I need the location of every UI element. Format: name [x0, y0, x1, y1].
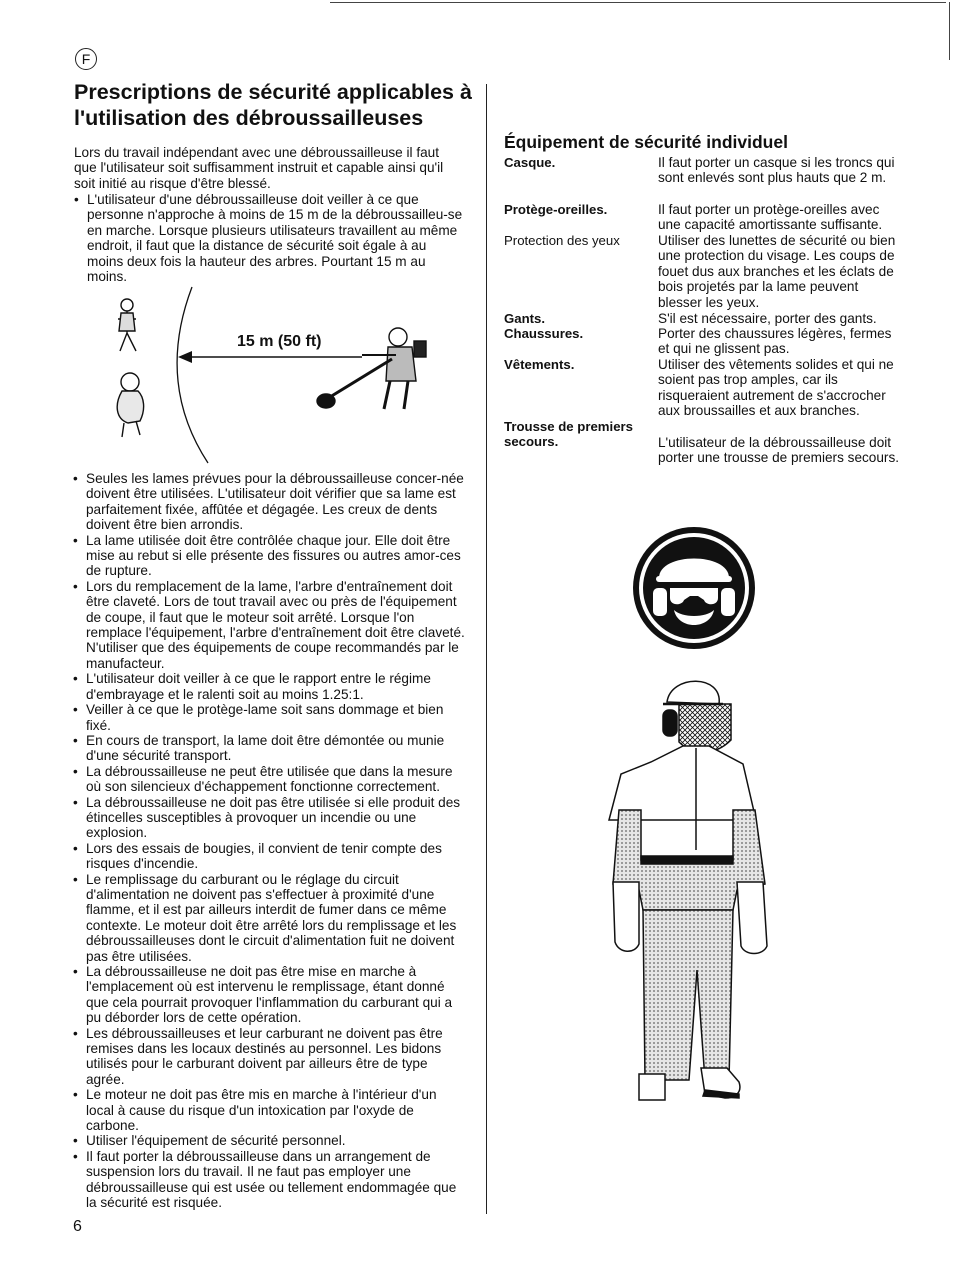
list-item: • Le moteur ne doit pas être mis en marche à l'intérieur d'un local à cause du risque d'un intoxication par l'oxyde de carbone.	[73, 1087, 465, 1133]
page-title: Prescriptions de sécurité applicables à l'utilisation des débroussailleuses	[74, 80, 472, 130]
safety-distance-illustration	[100, 285, 440, 465]
equipment-text: Porter des chaussures légères, fermes et qui ne glissent pas.	[658, 326, 892, 357]
list-item: • L'utilisateur d'une débroussailleuse doit veiller à ce que personne n'approche à moins de 15 m de la débroussailleu-se en marche. Lorsque plusieurs utilisateurs travaillent au même endroit, il faut que la distance de sécurité soit égale à au moins deux fois la hauteur des arbres. Pourtant 15 m au moins.	[74, 192, 464, 284]
equipment-label: Gants.	[504, 311, 546, 326]
equipment-text: S'il est nécessaire, porter des gants.	[658, 311, 877, 326]
equipment-text: Il faut porter un casque si les troncs qui sont enlevés sont plus hauts que 2 m.	[658, 155, 895, 186]
equipment-label: Protège-oreilles.	[504, 202, 608, 217]
equipment-label: Protection des yeux	[504, 233, 620, 248]
safety-distance-drawing	[100, 285, 440, 465]
list-item: • Les débroussailleuses et leur carburant ne doivent pas être remises dans les locaux destinés au personnel. Les bidons utilisés pour le carburant doivent par ailleurs être de type agrée.	[73, 1026, 465, 1088]
language-badge: F	[75, 48, 97, 70]
list-item: • La lame utilisée doit être contrôlée chaque jour. Elle doit être mise au rebut si elle présente des fissures ou autres amor-ces de rupture.	[73, 533, 465, 579]
protected-worker-illustration	[605, 670, 785, 1110]
child-figure	[117, 373, 143, 437]
worker-in-ppe-drawing	[605, 670, 785, 1110]
equipment-text: Utiliser des lunettes de sécurité ou bien une protection du visage. Les coups de fouet dus aux branches et les éclats de bois projetés par la lame peuvent blesser les yeux.	[658, 233, 896, 310]
equipment-label: Chaussures.	[504, 326, 584, 341]
list-item: • La débroussailleuse ne doit pas être utilisée si elle produit des étincelles susceptibles à provoquer un incendie ou une explosion.	[73, 795, 465, 841]
list-item: • Lors du remplacement de la lame, l'arbre d'entraînement doit être claveté. Lors de tout travail avec ou près de l'équipement de coupe, il faut que le moteur soit arrêté. Lorsque l'on remplace l'équipement, l'arbre d'entraînement doit être claveté. N'utiliser que des équipements de coupe recommandés par le manufacteur.	[73, 579, 465, 671]
list-item: • Utiliser l'équipement de sécurité personnel.	[73, 1133, 465, 1148]
equipment-label: Casque.	[504, 155, 556, 170]
list-item: • Lors des essais de bougies, il convient de tenir compte des risques d'incendie.	[73, 841, 465, 872]
list-item: • Le remplissage du carburant ou le réglage du circuit d'alimentation ne doivent pas s'effectuer à proximité d'une flamme, et il est par ailleurs interdit de fumer dans ce même contexte. Le moteur doit être arrêté lors du remplissage et les débroussailleuses dont le circuit d'alimentation fuit ne doivent pas être utilisées.	[73, 872, 465, 964]
top-rule	[330, 2, 946, 3]
list-item: • Veiller à ce que le protège-lame soit sans dommage et bien fixé.	[73, 702, 465, 733]
list-item: • La débroussailleuse ne doit pas être mise en marche à l'emplacement où est intervenu le remplissage, étant donné que cela pourrait provoquer l'inflammation du carburant qui a pu déborder lors de cette opération.	[73, 964, 465, 1026]
list-item: • L'utilisateur doit veiller à ce que le rapport entre le régime d'embrayage et le ralenti soit au moins 1.25:1.	[73, 671, 465, 702]
right-rule	[949, 2, 950, 60]
intro-bullet-list	[74, 192, 464, 284]
ppe-mandatory-symbol	[632, 526, 756, 650]
section-heading: Équipement de sécurité individuel	[504, 132, 788, 152]
intro-paragraph: Lors du travail indépendant avec une débroussailleuse il faut que l'utilisateur soit suffisamment instruit et capable ainsi qu'il soit initié au risque d'être blessé.	[74, 145, 444, 191]
bystander-figure	[118, 299, 136, 351]
equipment-label: Vêtements.	[504, 357, 575, 372]
helmet-visor-earmuff-icon	[632, 526, 756, 650]
list-item: • En cours de transport, la lame doit être démontée ou munie d'une sécurité transport.	[73, 733, 465, 764]
equipment-text: Il faut porter un protège-oreilles avec une capacité amortissante suffisante.	[658, 202, 883, 233]
column-divider	[486, 84, 487, 1214]
safety-bullet-list	[73, 471, 465, 1211]
list-item: • Il faut porter la débroussailleuse dans un arrangement de suspension lors du travail. Il ne faut pas employer une débroussailleuse qui est usée ou tellement endommagée que la sécurité est risquée.	[73, 1149, 465, 1211]
equipment-text: L'utilisateur de la débroussailleuse doit porter une trousse de premiers secours.	[658, 435, 900, 466]
page-number: 6	[73, 1218, 82, 1235]
operator-figure	[317, 328, 426, 409]
equipment-text: Utiliser des vêtements solides et qui ne soient pas trop amples, car ils risqueraient autrement de s'accrocher aux broussailles et aux branches.	[658, 357, 894, 419]
equipment-label: Trousse de premiers secours.	[504, 419, 634, 450]
list-item: • La débroussailleuse ne peut être utilisée que dans la mesure où son silencieux d'échappement fonctionne correctement.	[73, 764, 465, 795]
distance-label: 15 m (50 ft)	[237, 333, 322, 350]
list-item: • Seules les lames prévues pour la débroussailleuse concer-née doivent être utilisées. L'utilisateur doit vérifier que sa lame est parfaitement fixée, affûtée et dégagée. Les creux de dents doivent être bien arrondis.	[73, 471, 465, 533]
